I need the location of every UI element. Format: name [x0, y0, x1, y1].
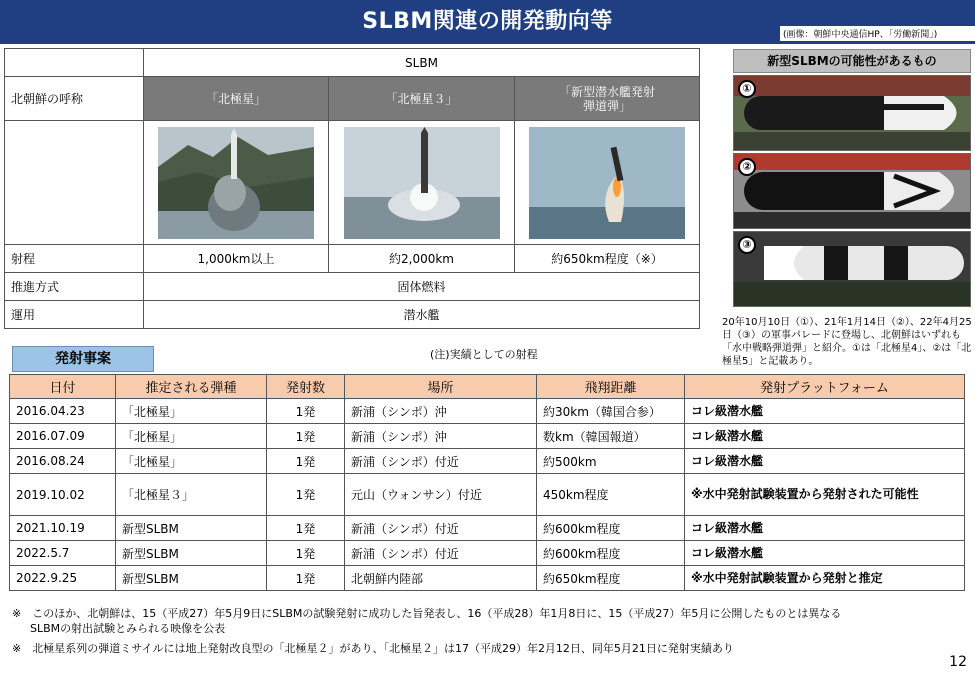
table-row: [10, 399, 965, 424]
missile-type-cell: 新型SLBM: [116, 516, 267, 541]
location-cell: 元山（ウォンサン）付近: [345, 474, 537, 516]
location-cell: 新浦（シンポ）付近: [345, 541, 537, 566]
photo-cell-2: [329, 121, 515, 245]
photo-cell-3: [515, 121, 700, 245]
footnote-1-cont: SLBMの射出試験とみられる映像を公表: [30, 622, 226, 635]
location-cell: 新浦（シンポ）付近: [345, 449, 537, 474]
platform-cell: コレ級潜水艦: [685, 541, 965, 566]
range-value-1: 1,000km以上: [144, 245, 329, 273]
table-row: [10, 516, 965, 541]
date-cell: 2022.9.25: [10, 566, 116, 591]
distance-cell: 約650km程度: [537, 566, 685, 591]
blank-corner: [5, 49, 144, 77]
slbm-group-header: SLBM: [144, 49, 700, 77]
range-note: (注)実績としての射程: [430, 348, 538, 361]
name-row-label: 北朝鮮の呼称: [5, 77, 144, 121]
launch-events-table: [9, 374, 965, 591]
date-cell: 2022.5.7: [10, 541, 116, 566]
table-row: [10, 474, 965, 516]
table-row: [10, 541, 965, 566]
parade-photo-3: [733, 231, 971, 307]
side-panel-title: 新型SLBMの可能性があるもの: [733, 49, 971, 73]
count-cell: 1発: [267, 541, 345, 566]
missile-type-cell: 「北極星」: [116, 399, 267, 424]
date-cell: 2016.04.23: [10, 399, 116, 424]
platform-cell: コレ級潜水艦: [685, 516, 965, 541]
parade-photo-1: [733, 75, 971, 151]
image-credit: (画像：朝鮮中央通信HP、「労働新聞」): [780, 26, 975, 41]
count-cell: 1発: [267, 474, 345, 516]
missile-type-cell: 「北極星」: [116, 449, 267, 474]
missile-name-2: 「北極星３」: [329, 77, 515, 121]
slbm-spec-table: [4, 48, 700, 329]
launch-photo-pukguksong: [158, 127, 314, 239]
distance-cell: 約30km（韓国合参）: [537, 399, 685, 424]
operation-label: 運用: [5, 301, 144, 329]
date-cell: 2016.07.09: [10, 424, 116, 449]
distance-cell: 約500km: [537, 449, 685, 474]
missile-type-cell: 「北極星３」: [116, 474, 267, 516]
col-header-distance: 飛翔距離: [537, 375, 685, 399]
count-cell: 1発: [267, 516, 345, 541]
count-cell: 1発: [267, 424, 345, 449]
operation-value: 潜水艦: [144, 301, 700, 329]
footnote-2: ※ 北極星系列の弾道ミサイルには地上発射改良型の「北極星２」があり、「北極星２」は17（平成29）年2月12日、同年5月21日に発射実績あり: [12, 642, 734, 655]
count-cell: 1発: [267, 399, 345, 424]
launch-section-title: 発射事案: [12, 346, 154, 372]
location-cell: 新浦（シンポ）沖: [345, 424, 537, 449]
table-row: [10, 449, 965, 474]
col-header-location: 場所: [345, 375, 537, 399]
distance-cell: 約600km程度: [537, 516, 685, 541]
page-title: SLBM関連の開発動向等: [362, 9, 613, 34]
table-row: [10, 566, 965, 591]
photo-number-2: ②: [738, 158, 756, 176]
col-header-date: 日付: [10, 375, 116, 399]
distance-cell: 450km程度: [537, 474, 685, 516]
page-number: 12: [949, 654, 967, 670]
count-cell: 1発: [267, 449, 345, 474]
range-label: 射程: [5, 245, 144, 273]
footnote-1: ※ このほか、北朝鮮は、15（平成27）年5月9日にSLBMの試験発射に成功した旨発表し、16（平成28）年1月8日に、15（平成27）年5月に公開したものとは異なる: [12, 607, 842, 620]
col-header-platform: 発射プラットフォーム: [685, 375, 965, 399]
propulsion-value: 固体燃料: [144, 273, 700, 301]
photo-number-3: ③: [738, 236, 756, 254]
range-value-2: 約2,000km: [329, 245, 515, 273]
launch-photo-new-slbm: [529, 127, 685, 239]
count-cell: 1発: [267, 566, 345, 591]
date-cell: 2016.08.24: [10, 449, 116, 474]
location-cell: 新浦（シンポ）付近: [345, 516, 537, 541]
blank-image-label: [5, 121, 144, 245]
date-cell: 2021.10.19: [10, 516, 116, 541]
col-header-missile-type: 推定される弾種: [116, 375, 267, 399]
platform-cell: コレ級潜水艦: [685, 399, 965, 424]
platform-cell: コレ級潜水艦: [685, 449, 965, 474]
photo-number-1: ①: [738, 80, 756, 98]
missile-type-cell: 新型SLBM: [116, 566, 267, 591]
distance-cell: 約600km程度: [537, 541, 685, 566]
location-cell: 新浦（シンポ）沖: [345, 399, 537, 424]
launch-photo-pukguksong-3: [344, 127, 500, 239]
platform-cell: コレ級潜水艦: [685, 424, 965, 449]
parade-photo-2: [733, 153, 971, 229]
side-panel-caption: 20年10月10日（①）、21年1月14日（②）、22年4月25日（③）の軍事パレードに登場し、北朝鮮はいずれも「水中戦略弾道弾」と紹介。①は「北極星4」、②は「北極星5」と記載あり。: [722, 317, 972, 367]
missile-type-cell: 「北極星」: [116, 424, 267, 449]
missile-name-1: 「北極星」: [144, 77, 329, 121]
table-row: [10, 424, 965, 449]
missile-name-3: 「新型潜水艦発射 弾道弾」: [515, 77, 700, 121]
range-value-3: 約650km程度（※）: [515, 245, 700, 273]
distance-cell: 数km（韓国報道）: [537, 424, 685, 449]
platform-cell: ※水中発射試験装置から発射と推定: [685, 566, 965, 591]
platform-cell: ※水中発射試験装置から発射された可能性: [685, 474, 965, 516]
propulsion-label: 推進方式: [5, 273, 144, 301]
col-header-count: 発射数: [267, 375, 345, 399]
date-cell: 2019.10.02: [10, 474, 116, 516]
location-cell: 北朝鮮内陸部: [345, 566, 537, 591]
missile-type-cell: 新型SLBM: [116, 541, 267, 566]
photo-cell-1: [144, 121, 329, 245]
